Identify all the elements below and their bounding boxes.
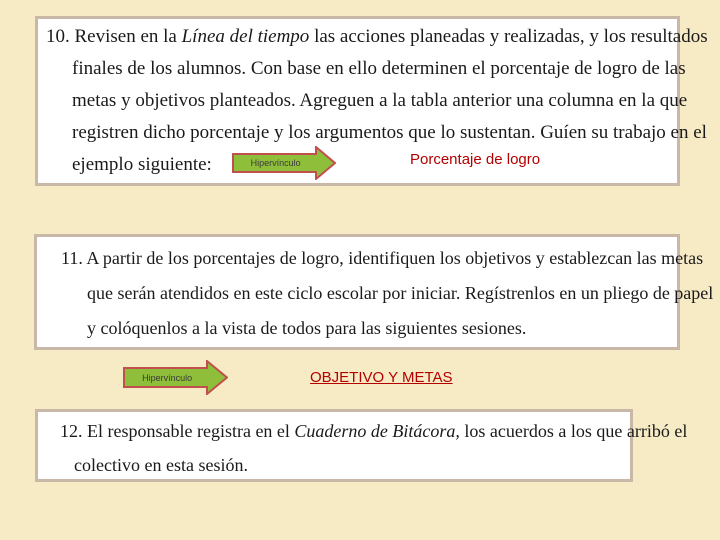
instruction-10-line-5: ejemplo siguiente:	[72, 154, 212, 175]
hyperlink-label: Hipervínculo	[250, 158, 301, 168]
hyperlink-arrow-button-2[interactable]	[123, 360, 228, 395]
cuaderno-de-bitacora-emphasis: Cuaderno de Bitácora,	[294, 421, 460, 441]
instruction-10-line-3: metas y objetivos planteados. Agreguen a la tabla anterior una columna en la que	[72, 90, 688, 111]
hyperlink-label: Hipervínculo	[142, 372, 193, 383]
linea-del-tiempo-emphasis: Línea del tiempo	[181, 26, 310, 47]
instruction-12-line-1: 12. El responsable registra en el Cuaderno de Bitácora, los acuerdos a los que arribó el	[60, 421, 688, 441]
hyperlink-arrow-button[interactable]	[232, 146, 336, 180]
objetivo-y-metas-link[interactable]: OBJETIVO Y METAS	[310, 369, 453, 386]
instruction-10-text	[46, 21, 708, 181]
porcentaje-de-logro-link[interactable]: Porcentaje de logro	[410, 151, 541, 168]
instruction-11-line-2: que serán atendidos en este ciclo escolar por iniciar. Regístrenlos en un pliego de papel	[87, 283, 714, 303]
instruction-11-line-1: 11. A partir de los porcentajes de logro, identifiquen los objetivos y establezcan las metas	[61, 248, 704, 268]
instruction-10-line-4: registren dicho porcentaje y los argumentos que lo sustentan. Guíen su trabajo en el	[72, 122, 707, 143]
instruction-box-11	[34, 234, 714, 350]
instruction-11-line-3: y colóquenlos a la vista de todos para las siguientes sesiones.	[87, 318, 527, 338]
instruction-10-line-1: 10. Revisen en la Línea del tiempo las acciones planeadas y realizadas, y los resultados	[46, 26, 708, 47]
instruction-11-text	[61, 241, 714, 346]
instruction-12-text	[60, 414, 688, 482]
instruction-box-10	[35, 16, 708, 186]
instruction-12-line-2: colectivo en esta sesión.	[74, 455, 248, 475]
instruction-box-12	[35, 409, 688, 482]
instruction-10-line-2: finales de los alumnos. Con base en ello determinen el porcentaje de logro de las	[72, 58, 686, 79]
